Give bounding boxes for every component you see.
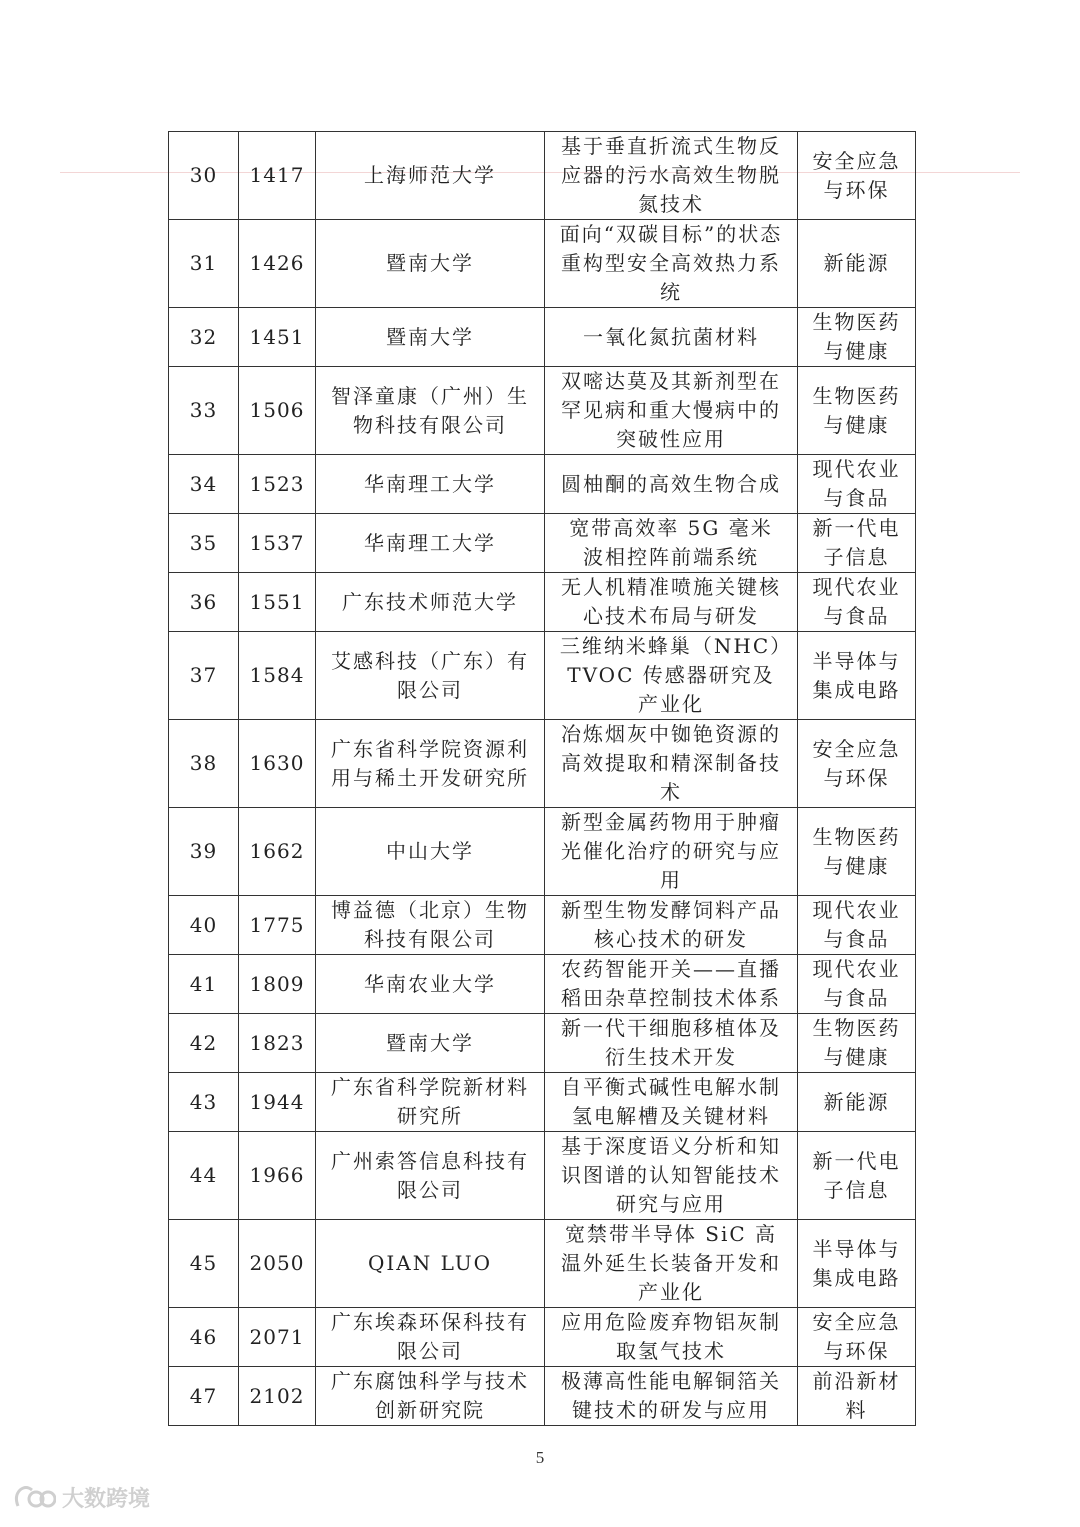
row-number-cell: 43 [169, 1073, 239, 1132]
organization-cell: QIAN LUO [316, 1220, 545, 1308]
organization-cell: 广东省科学院资源利用与稀土开发研究所 [316, 720, 545, 808]
organization-cell: 华南农业大学 [316, 955, 545, 1014]
table-row [169, 1367, 916, 1426]
page-number: 5 [535, 1448, 545, 1467]
project-id-cell: 1537 [239, 514, 316, 573]
row-number-cell: 32 [169, 308, 239, 367]
project-id-cell: 1506 [239, 367, 316, 455]
organization-cell: 上海师范大学 [316, 132, 545, 220]
table-row [169, 455, 916, 514]
project-name-cell: 新型金属药物用于肿瘤光催化治疗的研究与应用 [545, 808, 798, 896]
field-cell: 生物医药与健康 [798, 808, 916, 896]
project-name-cell: 面向“双碳目标”的状态重构型安全高效热力系统 [545, 220, 798, 308]
project-id-cell: 2050 [239, 1220, 316, 1308]
field-cell: 现代农业与食品 [798, 955, 916, 1014]
project-id-cell: 1523 [239, 455, 316, 514]
row-number-cell: 37 [169, 632, 239, 720]
project-name-cell: 基于垂直折流式生物反应器的污水高效生物脱氮技术 [545, 132, 798, 220]
table-row [169, 955, 916, 1014]
organization-cell: 华南理工大学 [316, 514, 545, 573]
project-name-cell: 双嘧达莫及其新剂型在罕见病和重大慢病中的突破性应用 [545, 367, 798, 455]
project-id-cell: 1775 [239, 896, 316, 955]
organization-cell: 广东腐蚀科学与技术创新研究院 [316, 1367, 545, 1426]
row-number-cell: 36 [169, 573, 239, 632]
row-number-cell: 44 [169, 1132, 239, 1220]
watermark [12, 1477, 150, 1517]
field-cell: 现代农业与食品 [798, 573, 916, 632]
table-row [169, 632, 916, 720]
organization-cell: 智泽童康（广州）生物科技有限公司 [316, 367, 545, 455]
table-row [169, 573, 916, 632]
table-row [169, 1308, 916, 1367]
table-row [169, 514, 916, 573]
table-row [169, 720, 916, 808]
project-name-cell: 应用危险废弃物铝灰制取氢气技术 [545, 1308, 798, 1367]
table-row [169, 308, 916, 367]
table-row [169, 1132, 916, 1220]
table-body [169, 132, 916, 1426]
project-name-cell: 新型生物发酵饲料产品核心技术的研发 [545, 896, 798, 955]
field-cell: 现代农业与食品 [798, 455, 916, 514]
field-cell: 半导体与集成电路 [798, 632, 916, 720]
field-cell: 现代农业与食品 [798, 896, 916, 955]
field-cell: 新一代电子信息 [798, 1132, 916, 1220]
project-name-cell: 新一代干细胞移植体及衍生技术开发 [545, 1014, 798, 1073]
table-row [169, 1220, 916, 1308]
row-number-cell: 39 [169, 808, 239, 896]
organization-cell: 中山大学 [316, 808, 545, 896]
field-cell: 新能源 [798, 220, 916, 308]
project-name-cell: 自平衡式碱性电解水制氢电解槽及关键材料 [545, 1073, 798, 1132]
project-id-cell: 1451 [239, 308, 316, 367]
row-number-cell: 38 [169, 720, 239, 808]
row-number-cell: 40 [169, 896, 239, 955]
row-number-cell: 34 [169, 455, 239, 514]
field-cell: 生物医药与健康 [798, 308, 916, 367]
field-cell: 安全应急与环保 [798, 720, 916, 808]
project-name-cell: 极薄高性能电解铜箔关键技术的研发与应用 [545, 1367, 798, 1426]
project-id-cell: 1809 [239, 955, 316, 1014]
row-number-cell: 33 [169, 367, 239, 455]
project-id-cell: 1662 [239, 808, 316, 896]
row-number-cell: 47 [169, 1367, 239, 1426]
table-row [169, 220, 916, 308]
field-cell: 新一代电子信息 [798, 514, 916, 573]
field-cell: 新能源 [798, 1073, 916, 1132]
project-id-cell: 2071 [239, 1308, 316, 1367]
table-row [169, 1073, 916, 1132]
field-cell: 生物医药与健康 [798, 367, 916, 455]
brand-logo-icon [12, 1482, 56, 1512]
table-row [169, 1014, 916, 1073]
project-id-cell: 1584 [239, 632, 316, 720]
row-number-cell: 31 [169, 220, 239, 308]
project-id-cell: 1630 [239, 720, 316, 808]
organization-cell: 暨南大学 [316, 308, 545, 367]
organization-cell: 广州索答信息科技有限公司 [316, 1132, 545, 1220]
project-name-cell: 农药智能开关——直播稻田杂草控制技术体系 [545, 955, 798, 1014]
organization-cell: 博益德（北京）生物科技有限公司 [316, 896, 545, 955]
table-row [169, 367, 916, 455]
field-cell: 安全应急与环保 [798, 1308, 916, 1367]
results-table [168, 131, 916, 1426]
field-cell: 安全应急与环保 [798, 132, 916, 220]
project-name-cell: 宽带高效率 5G 毫米波相控阵前端系统 [545, 514, 798, 573]
organization-cell: 华南理工大学 [316, 455, 545, 514]
organization-cell: 广东埃森环保科技有限公司 [316, 1308, 545, 1367]
project-name-cell: 无人机精准喷施关键核心技术布局与研发 [545, 573, 798, 632]
project-name-cell: 圆柚酮的高效生物合成 [545, 455, 798, 514]
organization-cell: 暨南大学 [316, 1014, 545, 1073]
organization-cell: 暨南大学 [316, 220, 545, 308]
field-cell: 前沿新材料 [798, 1367, 916, 1426]
project-id-cell: 1426 [239, 220, 316, 308]
project-id-cell: 1823 [239, 1014, 316, 1073]
table-row [169, 132, 916, 220]
row-number-cell: 46 [169, 1308, 239, 1367]
project-name-cell: 宽禁带半导体 SiC 高温外延生长装备开发和产业化 [545, 1220, 798, 1308]
project-name-cell: 冶炼烟灰中铷铯资源的高效提取和精深制备技术 [545, 720, 798, 808]
project-name-cell: 一氧化氮抗菌材料 [545, 308, 798, 367]
row-number-cell: 45 [169, 1220, 239, 1308]
row-number-cell: 41 [169, 955, 239, 1014]
row-number-cell: 30 [169, 132, 239, 220]
project-name-cell: 三维纳米蜂巢（NHC）TVOC 传感器研究及产业化 [545, 632, 798, 720]
field-cell: 生物医药与健康 [798, 1014, 916, 1073]
organization-cell: 广东省科学院新材料研究所 [316, 1073, 545, 1132]
project-name-cell: 基于深度语义分析和知识图谱的认知智能技术研究与应用 [545, 1132, 798, 1220]
row-number-cell: 42 [169, 1014, 239, 1073]
watermark-text: 大数跨境 [62, 1486, 151, 1512]
organization-cell: 广东技术师范大学 [316, 573, 545, 632]
row-number-cell: 35 [169, 514, 239, 573]
table-row [169, 896, 916, 955]
project-id-cell: 1417 [239, 132, 316, 220]
project-id-cell: 2102 [239, 1367, 316, 1426]
field-cell: 半导体与集成电路 [798, 1220, 916, 1308]
results-table-container [168, 131, 915, 1426]
project-id-cell: 1966 [239, 1132, 316, 1220]
project-id-cell: 1551 [239, 573, 316, 632]
organization-cell: 艾感科技（广东）有限公司 [316, 632, 545, 720]
project-id-cell: 1944 [239, 1073, 316, 1132]
table-row [169, 808, 916, 896]
